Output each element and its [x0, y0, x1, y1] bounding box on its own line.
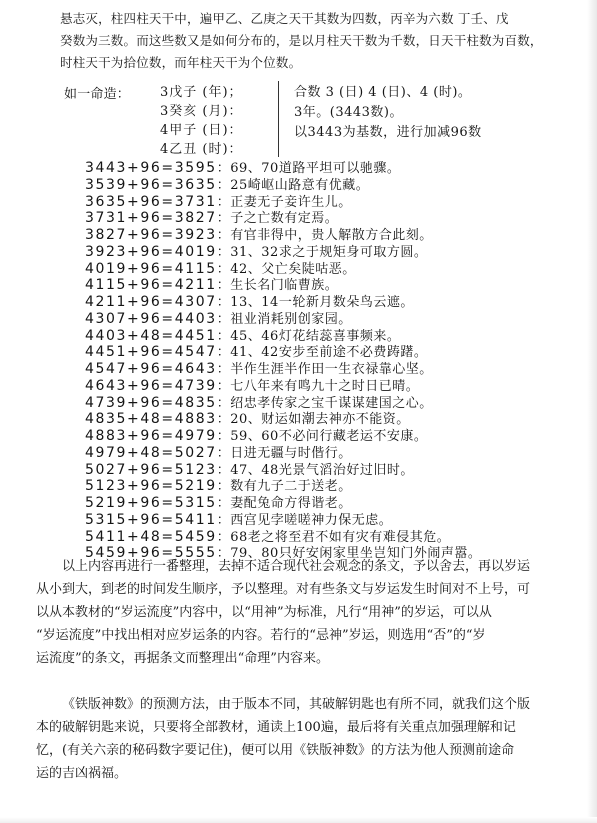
paragraph-line: 运的吉凶祸福。 — [36, 766, 128, 781]
calculation-verse: ：七八年来有鸣九十之时日已晴。 — [216, 378, 420, 394]
paragraph-line: 本的破解钥匙来说，只要将全部教材，通读上100遍，最后将有关重点加强理解和记 — [36, 720, 516, 735]
calculation-formula: 4883+96=4979 — [85, 428, 217, 444]
calculation-formula: 4451+96=4547 — [85, 344, 217, 361]
calculation-formula: 4835+48=4883 — [85, 411, 217, 428]
calculation-verse: ：半作生涯半作田一生衣禄靠心坚。 — [216, 362, 433, 377]
calculation-verse: ：日进无疆与时偕行。 — [216, 445, 352, 461]
calculation-formula: 3443+96=3595 — [85, 160, 217, 176]
calculation-verse: ：13、14一轮新月数朵鸟云遮。 — [216, 295, 414, 310]
calculation-verse: ：绍忠孝传家之宝千谋谋建国之心。 — [216, 395, 433, 411]
paragraph-line: 从小到大，到老的时间发生顺序，予以整理。对有些条文与岁运发生时间对不上号，可 — [36, 582, 531, 597]
calculation-verse: ：59、60不必问行藏老运不安康。 — [216, 429, 428, 444]
calculation-formula: 3923+96=4019 — [85, 243, 217, 260]
scan-bottom-shadow — [0, 817, 597, 823]
calculation-verse: ：西宫见孛嗟嗟神力保无虑。 — [216, 512, 393, 528]
calculation-formula: 4739+96=4835 — [85, 394, 217, 411]
paragraph-line: 以从本教材的“岁运流度”内容中，以“用神”为标准，凡行“用神”的岁运，可以从 — [36, 605, 492, 620]
calculation-verse: ：妻配兔命方得谐老。 — [216, 496, 352, 511]
calculation-formula: 5459+96=5555 — [85, 545, 217, 562]
calculation-verse: ：41、42安步至前途不必费踌躇。 — [216, 345, 428, 361]
pillar-day: 4甲子 (日)： — [160, 123, 243, 138]
calculation-formula: 5219+96=5315 — [85, 495, 217, 511]
calculation-formula: 3539+96=3635 — [85, 176, 217, 193]
example-label: 如一命造： — [64, 87, 131, 102]
calculation-formula: 4403+48=4451 — [85, 327, 217, 344]
calculation-verse: ：31、32求之于规矩身可取方圆。 — [216, 244, 428, 260]
calculation-verse: ：生长名门临曹族。 — [216, 278, 339, 294]
intro-line: 悬志灭，柱四柱天干中，遍甲乙、乙庚之天干其数为四数，丙辛为六数 丁壬、戊 — [60, 11, 509, 26]
calculation-formula: 4547+96=4643 — [85, 361, 217, 377]
calculation-formula: 4307+96=4403 — [85, 310, 217, 327]
intro-line: 癸数为三数。而这些数又是如何分布的，是以月柱天干数为千数，日天干柱数为百数， — [60, 33, 543, 48]
paragraph-line: 《铁版神数》的预测方法，由于版本不同，其破解钥匙也有所不同，就我们这个版 — [62, 697, 531, 712]
calculation-verse: ：20、财运如潮去神亦不能资。 — [216, 412, 410, 428]
calculation-verse: ：79、80只好安闲家里坐岂知门外闹声嚣。 — [216, 546, 482, 562]
calculation-verse: ：25崎岖山路意有优藏。 — [216, 177, 370, 193]
vertical-divider — [278, 81, 279, 157]
calculation-formula: 5123+96=5219 — [85, 478, 217, 495]
pillar-year: 3戊子 (年)； — [160, 85, 243, 100]
example-note: 以3443为基数，进行加减96数 — [294, 125, 482, 140]
pillar-month: 3癸亥 (月)： — [160, 104, 243, 119]
calculation-formula: 3731+96=3827 — [85, 210, 217, 227]
calculation-formula: 4643+96=4739 — [85, 377, 217, 394]
calculation-formula: 3827+96=3923 — [85, 227, 217, 243]
calculation-formula: 4115+96=4211 — [85, 277, 217, 294]
paragraph-line: “岁运流度”中找出相对应岁运条的内容。若行的“忌神”岁运，则选用“否”的“岁 — [36, 628, 486, 643]
calculation-formula: 4019+96=4115 — [85, 260, 217, 277]
calculation-verse: ：有官非得中，贵人解散方合此刻。 — [216, 228, 433, 243]
calculation-formula: 5411+48=5459 — [85, 528, 217, 545]
calculation-formula: 5027+96=5123 — [85, 461, 217, 478]
calculation-verse: ：正妻无子妾许生儿。 — [216, 194, 352, 210]
intro-line: 时柱天干为拾位数，而年柱天干为个位数。 — [60, 55, 302, 70]
paragraph-reorganize — [36, 555, 564, 670]
calculation-formula: 4211+96=4307 — [85, 294, 217, 310]
calculation-verse: ：子之亡数有定焉。 — [216, 211, 339, 227]
paragraph-method — [36, 693, 564, 785]
calculation-formula: 5315+96=5411 — [85, 511, 217, 528]
calculation-verse: ：42、父亡矣陡咕恶。 — [216, 261, 356, 277]
calculation-formula: 3635+96=3731 — [85, 193, 217, 210]
example-note: 合数 3 (日) 4 (日)、4 (时)。 — [294, 85, 472, 100]
calculation-verse: ：45、46灯花结蕊喜事频来。 — [216, 328, 401, 344]
calculation-verse: ：数有九子二于送老。 — [216, 479, 352, 495]
pillar-hour: 4乙丑 (时)： — [160, 142, 243, 157]
calculation-formula: 4979+48=5027 — [85, 444, 217, 461]
calculation-verse: ：69、70道路平坦可以驰骤。 — [216, 161, 401, 176]
scan-edge-shadow — [587, 0, 597, 823]
paragraph-line: 运流度”的条文，再据条文而整理出“命理”内容来。 — [36, 651, 329, 666]
paragraph-line: 忆，(有关六亲的秘码数字要记住)，便可以用《铁版神数》的方法为他人预测前途命 — [36, 743, 515, 758]
calculation-verse: ：47、48光景气滔治好过旧时。 — [216, 462, 414, 478]
calculation-verse: ：68老之将至君不如有灾有难侵其危。 — [216, 529, 451, 545]
calculation-verse: ：祖业消耗别创家园。 — [216, 311, 352, 327]
paragraph-line: 以上内容再进行一番整理，去掉不适合现代社会观念的条文，予以舍去，再以岁运 — [62, 559, 531, 574]
example-note: 3年。(3443数)。 — [294, 105, 403, 120]
